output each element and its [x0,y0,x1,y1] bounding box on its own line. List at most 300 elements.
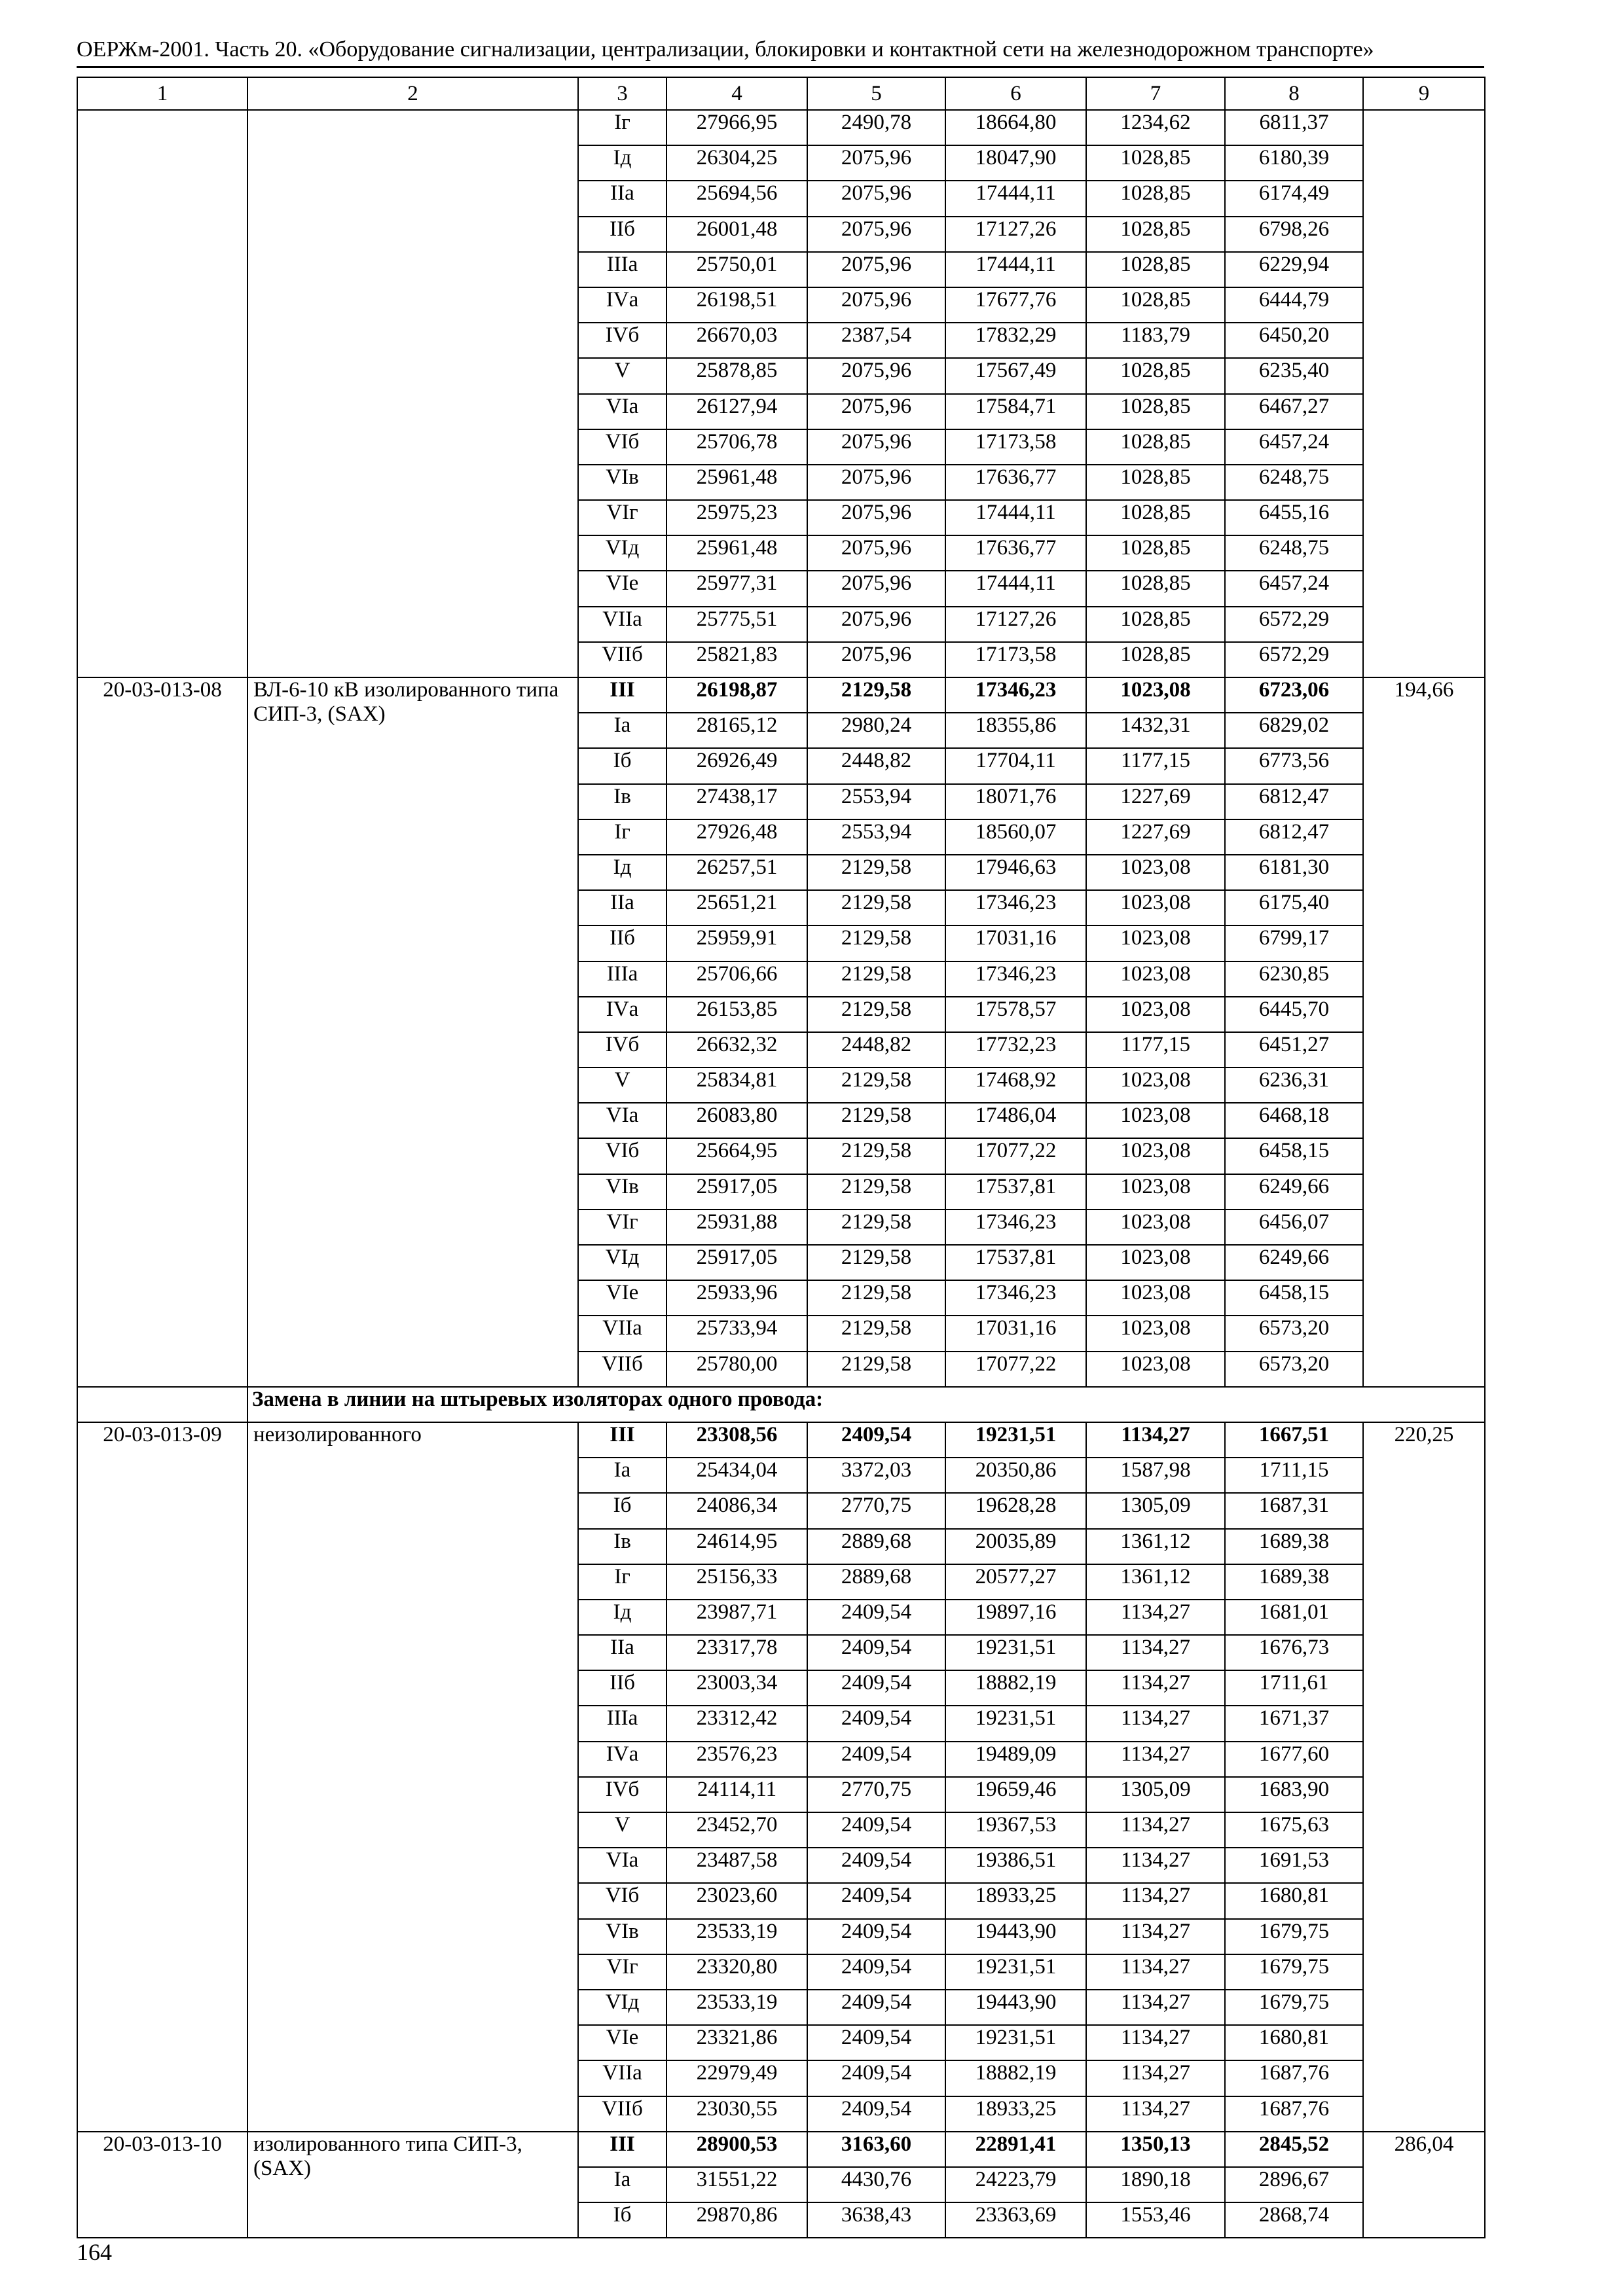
column-number: 8 [1225,77,1363,110]
table-row [77,1422,1485,1458]
value-cell-c5: 2409,54 [807,1706,945,1741]
value-cell-c5: 2409,54 [807,1848,945,1883]
value-cell-c8: 1691,53 [1225,1848,1363,1883]
value-cell-c4: 25156,33 [666,1564,807,1600]
value-cell-c8: 1681,01 [1225,1600,1363,1635]
value-cell-c6: 17677,76 [945,287,1086,323]
value-cell-c5: 2075,96 [807,394,945,429]
value-cell-c7: 1023,08 [1086,1316,1225,1351]
zone-cell: Iв [578,1529,666,1564]
value-cell-c4: 23312,42 [666,1706,807,1741]
value-cell-c7: 1587,98 [1086,1458,1225,1493]
value-cell-c8: 6445,70 [1225,997,1363,1032]
zone-cell: VIIа [578,2060,666,2096]
value-cell-c6: 17704,11 [945,748,1086,783]
section-row [77,1387,1485,1422]
value-cell-c6: 22891,41 [945,2132,1086,2167]
value-cell-c8: 6811,37 [1225,110,1363,145]
value-cell-c5: 2129,58 [807,925,945,961]
value-cell-c5: 2448,82 [807,748,945,783]
value-cell-c5: 2553,94 [807,819,945,855]
value-cell-c8: 1687,76 [1225,2060,1363,2096]
value-cell-c7: 1134,27 [1086,1990,1225,2025]
value-cell-c8: 6180,39 [1225,145,1363,181]
value-cell-c5: 2075,96 [807,500,945,535]
value-cell-c5: 2075,96 [807,145,945,181]
value-cell-c7: 1183,79 [1086,323,1225,358]
value-cell-c8: 1683,90 [1225,1777,1363,1812]
value-cell-c8: 6230,85 [1225,961,1363,997]
value-cell-c6: 19659,46 [945,1777,1086,1812]
work-description: неизолированного [247,1422,578,2132]
column-number: 2 [247,77,578,110]
zone-cell: VIд [578,535,666,571]
value-cell-c7: 1023,08 [1086,961,1225,997]
column-9-value [1363,110,1485,677]
value-cell-c5: 2409,54 [807,1954,945,1990]
value-cell-c7: 1023,08 [1086,1174,1225,1210]
value-cell-c6: 17578,57 [945,997,1086,1032]
value-cell-c4: 23320,80 [666,1954,807,1990]
value-cell-c4: 28900,53 [666,2132,807,2167]
zone-cell: Iд [578,145,666,181]
value-cell-c4: 29870,86 [666,2202,807,2238]
zone-cell: IVб [578,1777,666,1812]
value-cell-c6: 17346,23 [945,890,1086,925]
value-cell-c7: 1177,15 [1086,748,1225,783]
value-cell-c4: 23452,70 [666,1812,807,1848]
zone-cell: III [578,2132,666,2167]
value-cell-c6: 20035,89 [945,1529,1086,1564]
value-cell-c7: 1023,08 [1086,925,1225,961]
value-cell-c7: 1227,69 [1086,784,1225,819]
value-cell-c6: 17077,22 [945,1352,1086,1387]
value-cell-c7: 1890,18 [1086,2167,1225,2202]
zone-cell: VIе [578,2025,666,2060]
value-cell-c4: 25917,05 [666,1245,807,1280]
zone-cell: IIб [578,925,666,961]
value-cell-c6: 23363,69 [945,2202,1086,2238]
value-cell-c7: 1028,85 [1086,571,1225,606]
value-cell-c6: 17567,49 [945,358,1086,393]
zone-cell: Iд [578,1600,666,1635]
value-cell-c5: 2075,96 [807,465,945,500]
value-cell-c4: 25821,83 [666,642,807,677]
value-cell-c6: 17346,23 [945,677,1086,713]
value-cell-c5: 2075,96 [807,252,945,287]
value-cell-c7: 1305,09 [1086,1777,1225,1812]
value-cell-c5: 2409,54 [807,1919,945,1954]
value-cell-c8: 6467,27 [1225,394,1363,429]
value-cell-c7: 1134,27 [1086,1706,1225,1741]
value-cell-c6: 19443,90 [945,1990,1086,2025]
value-cell-c7: 1023,08 [1086,1103,1225,1138]
value-cell-c5: 2448,82 [807,1032,945,1067]
value-cell-c5: 2129,58 [807,1067,945,1103]
page-number: 164 [77,2239,112,2265]
value-cell-c4: 25694,56 [666,181,807,216]
value-cell-c8: 6799,17 [1225,925,1363,961]
value-cell-c5: 2409,54 [807,1600,945,1635]
zone-cell: VIб [578,1883,666,1918]
value-cell-c4: 26198,87 [666,677,807,713]
value-cell-c7: 1023,08 [1086,855,1225,890]
value-cell-c8: 1687,76 [1225,2096,1363,2132]
value-cell-c8: 6455,16 [1225,500,1363,535]
zone-cell: VIб [578,1138,666,1174]
value-cell-c5: 2129,58 [807,1210,945,1245]
value-cell-c5: 2075,96 [807,571,945,606]
value-cell-c8: 6573,20 [1225,1316,1363,1351]
value-cell-c4: 25775,51 [666,607,807,642]
value-cell-c5: 2490,78 [807,110,945,145]
value-cell-c4: 23576,23 [666,1742,807,1777]
table-row [77,110,1485,145]
value-cell-c6: 17537,81 [945,1245,1086,1280]
value-cell-c4: 24114,11 [666,1777,807,1812]
value-cell-c5: 2129,58 [807,1103,945,1138]
zone-cell: VIIа [578,1316,666,1351]
zone-cell: VIе [578,571,666,606]
value-cell-c8: 6572,29 [1225,607,1363,642]
value-cell-c5: 2980,24 [807,713,945,748]
value-cell-c7: 1361,12 [1086,1564,1225,1600]
value-cell-c4: 26198,51 [666,287,807,323]
zone-cell: IVа [578,997,666,1032]
value-cell-c4: 25975,23 [666,500,807,535]
value-cell-c7: 1028,85 [1086,642,1225,677]
zone-cell: VIв [578,1174,666,1210]
value-cell-c5: 2409,54 [807,1812,945,1848]
value-cell-c5: 2409,54 [807,1635,945,1670]
zone-cell: V [578,1812,666,1848]
column-number: 4 [666,77,807,110]
value-cell-c6: 18560,07 [945,819,1086,855]
value-cell-c4: 23003,34 [666,1670,807,1706]
value-cell-c7: 1028,85 [1086,500,1225,535]
zone-cell: VIIб [578,642,666,677]
value-cell-c6: 18882,19 [945,2060,1086,2096]
value-cell-c7: 1432,31 [1086,713,1225,748]
value-cell-c4: 25977,31 [666,571,807,606]
value-cell-c4: 23533,19 [666,1919,807,1954]
value-cell-c8: 1680,81 [1225,1883,1363,1918]
value-cell-c7: 1134,27 [1086,1635,1225,1670]
value-cell-c5: 2075,96 [807,535,945,571]
value-cell-c6: 19386,51 [945,1848,1086,1883]
value-cell-c5: 2409,54 [807,2096,945,2132]
value-cell-c5: 3163,60 [807,2132,945,2167]
value-cell-c4: 31551,22 [666,2167,807,2202]
value-cell-c4: 25733,94 [666,1316,807,1351]
value-cell-c8: 1680,81 [1225,2025,1363,2060]
rate-code: 20-03-013-09 [77,1422,247,2132]
value-cell-c5: 2075,96 [807,642,945,677]
zone-cell: IVб [578,323,666,358]
value-cell-c5: 2075,96 [807,287,945,323]
value-cell-c6: 19367,53 [945,1812,1086,1848]
work-description [247,110,578,677]
value-cell-c5: 2129,58 [807,1352,945,1387]
value-cell-c6: 17444,11 [945,500,1086,535]
value-cell-c4: 25961,48 [666,465,807,500]
value-cell-c5: 2553,94 [807,784,945,819]
value-cell-c6: 17584,71 [945,394,1086,429]
value-cell-c4: 22979,49 [666,2060,807,2096]
value-cell-c8: 1671,37 [1225,1706,1363,1741]
value-cell-c7: 1023,08 [1086,1245,1225,1280]
value-cell-c4: 25917,05 [666,1174,807,1210]
value-cell-c4: 27926,48 [666,819,807,855]
value-cell-c6: 18664,80 [945,110,1086,145]
zone-cell: V [578,1067,666,1103]
section-title: Замена в линии на штыревых изоляторах одного провода: [247,1387,1485,1422]
value-cell-c4: 26670,03 [666,323,807,358]
column-number: 3 [578,77,666,110]
value-cell-c8: 6450,20 [1225,323,1363,358]
value-cell-c7: 1305,09 [1086,1493,1225,1528]
value-cell-c8: 6249,66 [1225,1245,1363,1280]
value-cell-c4: 26632,32 [666,1032,807,1067]
value-cell-c8: 1679,75 [1225,1919,1363,1954]
zone-cell: III [578,677,666,713]
value-cell-c6: 18355,86 [945,713,1086,748]
value-cell-c4: 23321,86 [666,2025,807,2060]
column-9-value: 194,66 [1363,677,1485,1387]
value-cell-c7: 1023,08 [1086,1210,1225,1245]
zone-cell: Iб [578,1493,666,1528]
value-cell-c4: 23533,19 [666,1990,807,2025]
value-cell-c6: 17127,26 [945,607,1086,642]
value-cell-c8: 6773,56 [1225,748,1363,783]
value-cell-c7: 1028,85 [1086,465,1225,500]
zone-cell: VIг [578,1954,666,1990]
value-cell-c8: 6444,79 [1225,287,1363,323]
value-cell-c4: 26127,94 [666,394,807,429]
value-cell-c6: 17444,11 [945,252,1086,287]
value-cell-c5: 2129,58 [807,677,945,713]
value-cell-c4: 25750,01 [666,252,807,287]
value-cell-c8: 6829,02 [1225,713,1363,748]
value-cell-c4: 26926,49 [666,748,807,783]
zone-cell: Iа [578,1458,666,1493]
value-cell-c8: 1679,75 [1225,1954,1363,1990]
value-cell-c4: 26153,85 [666,997,807,1032]
value-cell-c8: 6235,40 [1225,358,1363,393]
value-cell-c4: 28165,12 [666,713,807,748]
value-cell-c7: 1134,27 [1086,1954,1225,1990]
value-cell-c4: 25664,95 [666,1138,807,1174]
value-cell-c6: 17077,22 [945,1138,1086,1174]
value-cell-c7: 1023,08 [1086,1138,1225,1174]
value-cell-c7: 1028,85 [1086,217,1225,252]
work-description: ВЛ-6-10 кВ изолированного типа СИП-3, (SAX) [247,677,578,1387]
document-header: ОЕРЖм-2001. Часть 20. «Оборудование сигнализации, централизации, блокировки и контактной сети на железнодорожном транспорте» [77,37,1374,62]
value-cell-c4: 26257,51 [666,855,807,890]
value-cell-c6: 19897,16 [945,1600,1086,1635]
value-cell-c5: 2129,58 [807,1174,945,1210]
value-cell-c8: 1687,31 [1225,1493,1363,1528]
value-cell-c8: 6798,26 [1225,217,1363,252]
zone-cell: VIIб [578,2096,666,2132]
zone-cell: IVа [578,287,666,323]
value-cell-c5: 2409,54 [807,1883,945,1918]
value-cell-c5: 2129,58 [807,997,945,1032]
value-cell-c7: 1134,27 [1086,1883,1225,1918]
value-cell-c5: 3372,03 [807,1458,945,1493]
zone-cell: VIб [578,429,666,465]
value-cell-c8: 2868,74 [1225,2202,1363,2238]
value-cell-c8: 6248,75 [1225,535,1363,571]
value-cell-c5: 2075,96 [807,181,945,216]
value-cell-c6: 17173,58 [945,642,1086,677]
zone-cell: IIIа [578,1706,666,1741]
table-row [77,2132,1485,2167]
value-cell-c5: 2129,58 [807,1316,945,1351]
column-9-value: 286,04 [1363,2132,1485,2238]
value-cell-c4: 25878,85 [666,358,807,393]
value-cell-c5: 2129,58 [807,961,945,997]
value-cell-c6: 17946,63 [945,855,1086,890]
value-cell-c8: 6457,24 [1225,571,1363,606]
value-cell-c4: 27438,17 [666,784,807,819]
value-cell-c8: 6457,24 [1225,429,1363,465]
value-cell-c4: 27966,95 [666,110,807,145]
value-cell-c7: 1361,12 [1086,1529,1225,1564]
value-cell-c8: 1679,75 [1225,1990,1363,2025]
value-cell-c6: 17346,23 [945,961,1086,997]
value-cell-c7: 1134,27 [1086,1670,1225,1706]
value-cell-c6: 20577,27 [945,1564,1086,1600]
value-cell-c7: 1023,08 [1086,890,1225,925]
value-cell-c7: 1553,46 [1086,2202,1225,2238]
value-cell-c7: 1134,27 [1086,1812,1225,1848]
value-cell-c4: 24086,34 [666,1493,807,1528]
value-cell-c6: 17636,77 [945,465,1086,500]
value-cell-c4: 25959,91 [666,925,807,961]
value-cell-c5: 2409,54 [807,1990,945,2025]
value-cell-c6: 24223,79 [945,2167,1086,2202]
value-cell-c5: 2889,68 [807,1529,945,1564]
value-cell-c5: 2409,54 [807,2060,945,2096]
value-cell-c4: 25651,21 [666,890,807,925]
zone-cell: Iа [578,2167,666,2202]
value-cell-c6: 18047,90 [945,145,1086,181]
value-cell-c8: 6456,07 [1225,1210,1363,1245]
zone-cell: Iб [578,748,666,783]
value-cell-c8: 6174,49 [1225,181,1363,216]
value-cell-c6: 18933,25 [945,1883,1086,1918]
value-cell-c5: 2770,75 [807,1777,945,1812]
value-cell-c8: 6175,40 [1225,890,1363,925]
zone-cell: VIа [578,394,666,429]
value-cell-c5: 2075,96 [807,217,945,252]
value-cell-c6: 18933,25 [945,2096,1086,2132]
value-cell-c8: 1689,38 [1225,1529,1363,1564]
value-cell-c4: 26083,80 [666,1103,807,1138]
zone-cell: VIа [578,1103,666,1138]
zone-cell: Iг [578,110,666,145]
value-cell-c7: 1134,27 [1086,1742,1225,1777]
header-divider [77,66,1484,68]
zone-cell: VIд [578,1245,666,1280]
table-row [77,677,1485,713]
value-cell-c7: 1134,27 [1086,1919,1225,1954]
value-cell-c8: 6248,75 [1225,465,1363,500]
value-cell-c7: 1028,85 [1086,287,1225,323]
column-number: 6 [945,77,1086,110]
value-cell-c4: 25961,48 [666,535,807,571]
value-cell-c6: 17127,26 [945,217,1086,252]
value-cell-c6: 19231,51 [945,1706,1086,1741]
zone-cell: Iг [578,1564,666,1600]
value-cell-c4: 26001,48 [666,217,807,252]
value-cell-c4: 25780,00 [666,1352,807,1387]
value-cell-c6: 17486,04 [945,1103,1086,1138]
zone-cell: IIIа [578,252,666,287]
value-cell-c5: 2409,54 [807,2025,945,2060]
zone-cell: IIа [578,181,666,216]
value-cell-c6: 17468,92 [945,1067,1086,1103]
value-cell-c8: 6572,29 [1225,642,1363,677]
column-9-value: 220,25 [1363,1422,1485,2132]
value-cell-c5: 2409,54 [807,1742,945,1777]
value-cell-c4: 25933,96 [666,1280,807,1316]
value-cell-c6: 19231,51 [945,1422,1086,1458]
value-cell-c8: 6458,15 [1225,1280,1363,1316]
zone-cell: VIе [578,1280,666,1316]
rate-code: 20-03-013-10 [77,2132,247,2238]
value-cell-c4: 23487,58 [666,1848,807,1883]
value-cell-c7: 1134,27 [1086,2060,1225,2096]
value-cell-c6: 17732,23 [945,1032,1086,1067]
value-cell-c6: 17346,23 [945,1280,1086,1316]
zone-cell: VIд [578,1990,666,2025]
zone-cell: IVб [578,1032,666,1067]
column-number: 7 [1086,77,1225,110]
value-cell-c5: 2889,68 [807,1564,945,1600]
value-cell-c7: 1028,85 [1086,429,1225,465]
zone-cell: VIIа [578,607,666,642]
value-cell-c7: 1023,08 [1086,677,1225,713]
zone-cell: IIб [578,217,666,252]
column-number-row [77,77,1485,110]
value-cell-c7: 1350,13 [1086,2132,1225,2167]
zone-cell: V [578,358,666,393]
value-cell-c8: 6468,18 [1225,1103,1363,1138]
value-cell-c5: 3638,43 [807,2202,945,2238]
zone-cell: VIв [578,1919,666,1954]
work-description: изолированного типа СИП-3, (SAX) [247,2132,578,2238]
value-cell-c8: 6573,20 [1225,1352,1363,1387]
zone-cell: VIг [578,500,666,535]
value-cell-c8: 2896,67 [1225,2167,1363,2202]
value-cell-c6: 18882,19 [945,1670,1086,1706]
zone-cell: III [578,1422,666,1458]
value-cell-c5: 2129,58 [807,890,945,925]
price-table [77,77,1486,2238]
zone-cell: Iа [578,713,666,748]
zone-cell: IIа [578,1635,666,1670]
value-cell-c5: 2409,54 [807,1422,945,1458]
value-cell-c4: 25706,78 [666,429,807,465]
value-cell-c5: 2387,54 [807,323,945,358]
value-cell-c6: 17636,77 [945,535,1086,571]
value-cell-c4: 23987,71 [666,1600,807,1635]
value-cell-c6: 19231,51 [945,2025,1086,2060]
value-cell-c4: 23023,60 [666,1883,807,1918]
column-number: 9 [1363,77,1485,110]
